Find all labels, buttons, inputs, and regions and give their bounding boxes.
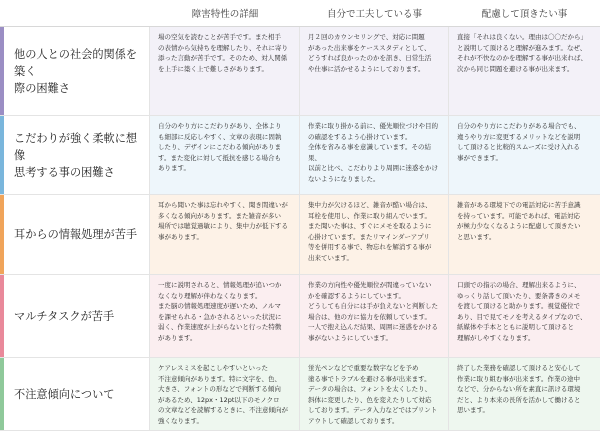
row-category-multitask: [0, 275, 150, 358]
row-color-bar: [0, 358, 4, 430]
detail-cell: ケアレスミスを起こしやすいといった 不注意傾向があります。特に文字を、色、 大きさ、フォントの形などで判断する傾向 があるため、12px・12pt以下のモノクロ の文章などを読解するときに、不注意傾向が 強くなります。: [150, 358, 300, 431]
row-category-auditory: [0, 195, 150, 275]
category-label: 他の人との社会的関係を築く 際の困難さ: [14, 47, 138, 95]
row-category-social: [0, 27, 150, 116]
self-measure-cell: 集中力が欠けるほど、雑音が酷い場合は、 耳栓を使用し、作業に取り組んでいます。 また聞いた事は、すぐにメモを取るように 心掛けています。またリマインダーアプリ 等を併用する事で、物忘れを解消する事が 出来ています。: [300, 195, 449, 275]
request-cell: 雑音がある環境下での電話対応に苦手意識 を持っています。可能であれば、電話対応 が極力少なくなるように配慮して頂きたい と思います。: [449, 195, 600, 275]
detail-cell: 自分のやり方にこだわりがあり、全体より も細部に反応しやすく、文章の表現に固執 したり、デザインにこだわる傾向がありま す。また変化に対して抵抗を感じる場合も あります。: [150, 116, 300, 195]
category-label: マルチタスクが苦手: [14, 309, 115, 323]
header-requests: 配慮して頂きたい事: [449, 0, 600, 27]
row-color-bar: [0, 195, 4, 274]
request-cell: 口頭での指示の場合、理解出来るように、 ゆっくり話して頂いたり、要条書きのメモ を渡して頂けると助かります。視覚優位で あり、目で見てモノを考えるタイプなので、 紙媒体や手本とともに説明して頂けると 理解がしやすくなります。: [449, 275, 600, 358]
row-category-rigidity: [0, 116, 150, 195]
detail-cell: 一度に説明されると、情報処理が追いつか なくなり理解が伴わなくなります。 また脳の情報処理速度が遅いため、ノルマ を課せられる・急かされるといった状況に 弱く、作業速度が上がらないと行った特徴 があります。: [150, 275, 300, 358]
detail-cell: 耳から聞いた事は忘れやすく、聞き間違いが 多くなる傾向があります。また雑音が多い 場所では聴覚過敏により、集中力が低下する 事があります。: [150, 195, 300, 275]
row-color-bar: [0, 116, 4, 194]
row-color-bar: [0, 27, 4, 115]
category-label: こだわりが強く柔軟に想像 思考する事の困難さ: [14, 131, 138, 179]
self-measure-cell: 月２回のカウンセリングで、対応に問題 があった出来事をケーススタディとして、 どうすれば良かったのかを訊き、日常生活 や仕事に活かせるようにしております。: [300, 27, 449, 116]
self-measure-cell: 作業の方向性や優先順位が間違っていない かを確認するようにしています。 どうしても自分には手が負えないと判断した 場合は、他の方に協力を依頼しています。 一人で抱え込んだ結果、周囲に迷惑をかける 事がないようにしています。: [300, 275, 449, 358]
header-empty: [0, 0, 150, 27]
header-self-measures: 自分で工夫している事: [300, 0, 449, 27]
category-label: 耳からの情報処理が苦手: [14, 228, 138, 241]
request-cell: 直接「それは良くない。理由は〇〇だから」 と説明して頂けると理解が進みます。なぜ、 それが不快なのかを理解する事が出来れば、 次から同じ問題を避ける事が出来ます。: [449, 27, 600, 116]
request-cell: 自分のやり方にこだわりがある場合でも、 違うやり方に変更するメリットなどを説明 して頂けると比較的スムーズに受け入れる 事ができます。: [449, 116, 600, 195]
header-detail: 障害特性の詳細: [150, 0, 300, 27]
request-cell: 終了した業務を確認して頂けると安心して 作業に取り組む事が出来ます。作業の途中 などで、分からない所を素直に訊ける環境 だと、より本来の長所を活かして働けると 思います。: [449, 358, 600, 431]
row-category-inattention: [0, 358, 150, 431]
self-measure-cell: 作業に取り掛かる前に、優先順位づけや目的 の確認をするよう心掛けています。 全体を省みる事を意識しています。その結果、 以前と比べ、こだわりより周囲に迷惑をかけ ないようになりました。: [300, 116, 449, 195]
row-color-bar: [0, 275, 4, 357]
category-label: 不注意傾向について: [14, 387, 115, 401]
self-measure-cell: 蛍光ペンなどで重要な数字などを予め 塗る事でトラブルを避ける事が出来ます。 データの場合は、フォントを太くしたり、 斜体に変更したり、色を変えたりして対応 しております。データ入力などではプリント アウトして確認しております。: [300, 358, 449, 431]
detail-cell: 場の空気を読むことが苦手です。また相手 の表情から気持ちを理解したり、それに寄り 添った言動が苦手です。そのため、対人関係 を上手に築く上で難しさがあります。: [150, 27, 300, 116]
